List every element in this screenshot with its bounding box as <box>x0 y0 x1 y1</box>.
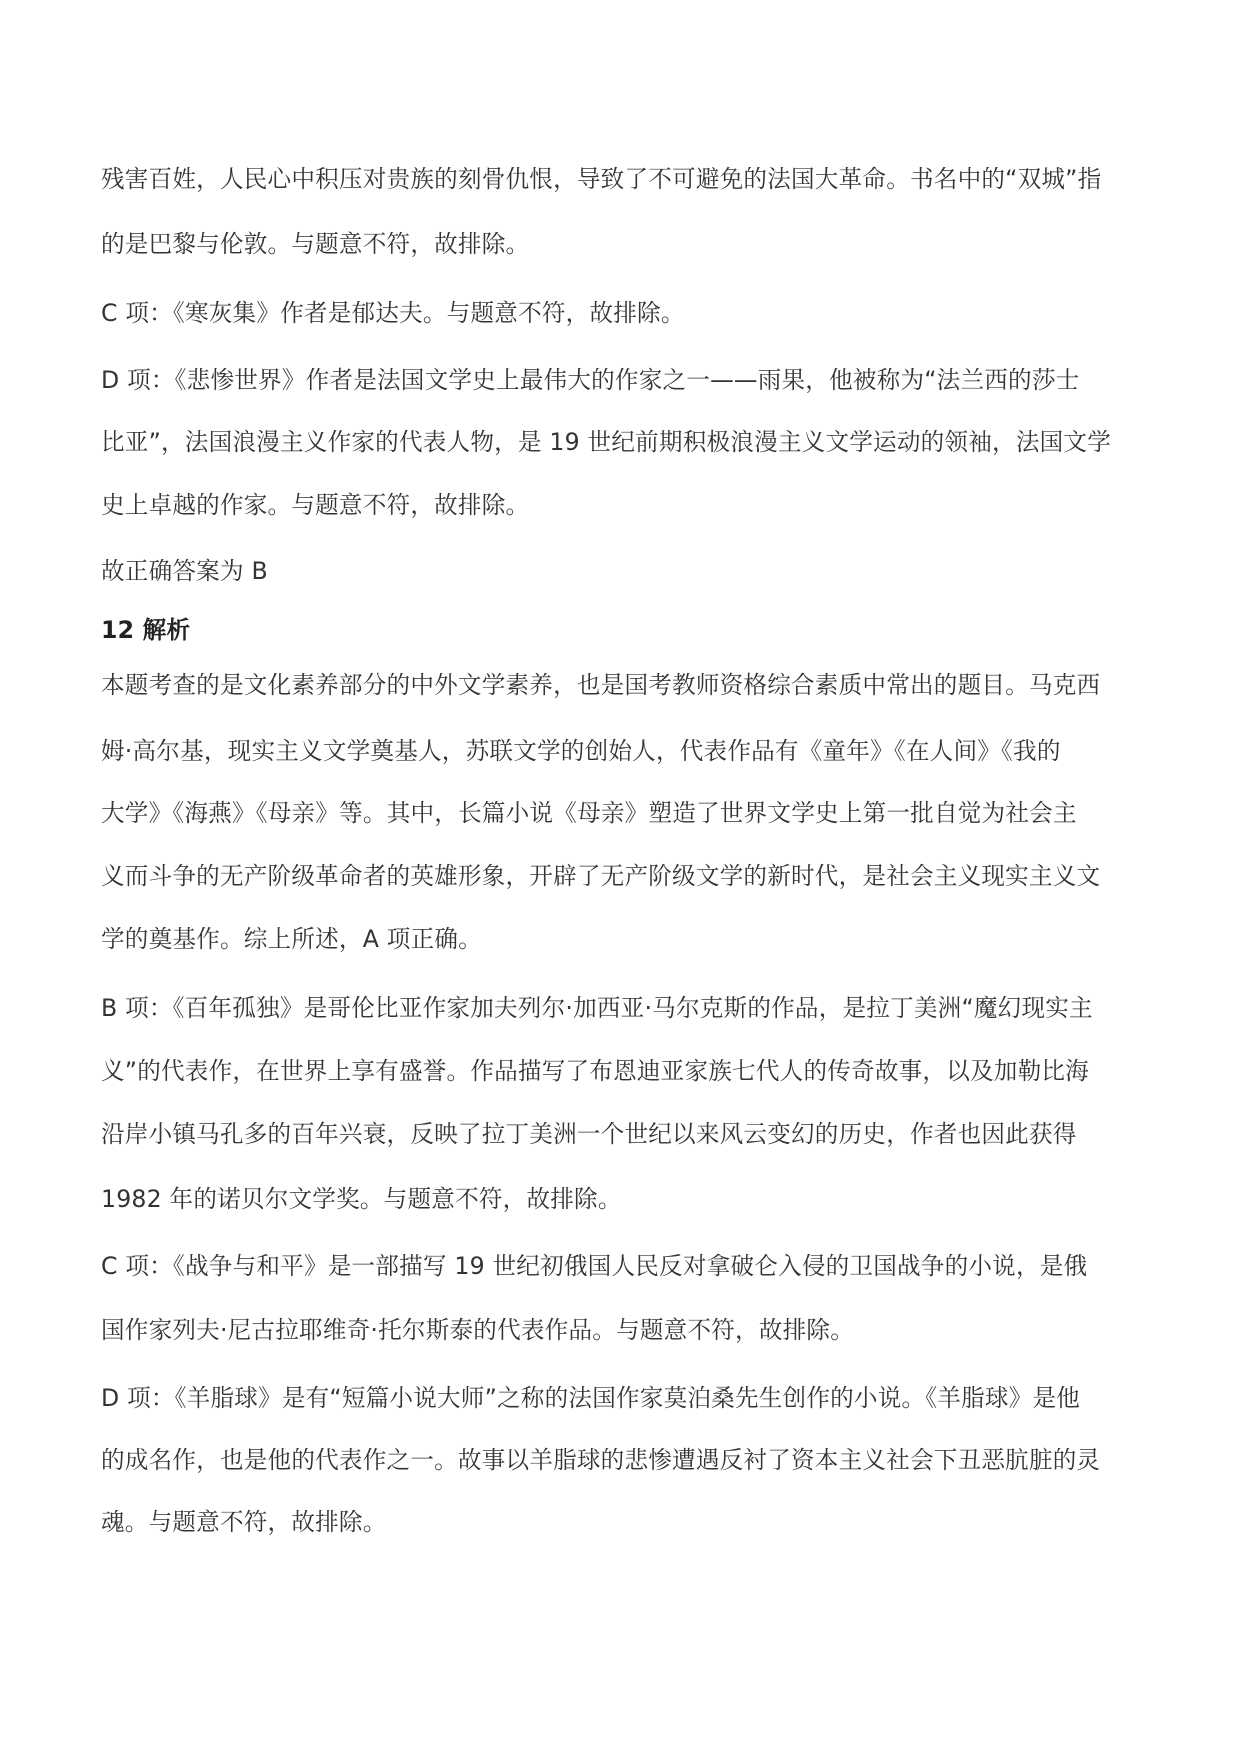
text-line: 的是巴黎与伦敦。与题意不符，故排除。 <box>101 230 530 258</box>
text-line: 国作家列夫·尼古拉耶维奇·托尔斯泰的代表作品。与题意不符，故排除。 <box>101 1316 855 1344</box>
text-line: 残害百姓，人民心中积压对贵族的刻骨仇恨，导致了不可避免的法国大革命。书名中的“双城”指 <box>101 165 1102 193</box>
text-line: 魂。与题意不符，故排除。 <box>101 1508 387 1536</box>
text-line: 义”的代表作，在世界上享有盛誉。作品描写了布恩迪亚家族七代人的传奇故事，以及加勒比海 <box>101 1057 1089 1085</box>
text-line: 比亚”，法国浪漫主义作家的代表人物，是 19 世纪前期积极浪漫主义文学运动的领袖，法国文学 <box>101 428 1111 456</box>
text-line: D 项：《悲惨世界》作者是法国文学史上最伟大的作家之一——雨果，他被称为“法兰西的莎士 <box>101 366 1080 394</box>
text-line: C 项：《战争与和平》是一部描写 19 世纪初俄国人民反对拿破仑入侵的卫国战争的小说，是俄 <box>101 1252 1088 1280</box>
text-line: 的成名作，也是他的代表作之一。故事以羊脂球的悲惨遭遇反衬了资本主义社会下丑恶肮脏的灵 <box>101 1446 1101 1474</box>
text-line: C 项：《寒灰集》作者是郁达夫。与题意不符，故排除。 <box>101 299 685 327</box>
text-line: 学的奠基作。综上所述，A 项正确。 <box>101 925 482 953</box>
text-line: 本题考查的是文化素养部分的中外文学素养，也是国考教师资格综合素质中常出的题目。马克西 <box>101 671 1101 699</box>
text-line: 1982 年的诺贝尔文学奖。与题意不符，故排除。 <box>101 1185 622 1213</box>
text-line: 故正确答案为 B <box>101 557 268 585</box>
text-line: 大学》《海燕》《母亲》等。其中，长篇小说《母亲》塑造了世界文学史上第一批自觉为社会主 <box>101 799 1077 827</box>
text-line: 沿岸小镇马孔多的百年兴衰，反映了拉丁美洲一个世纪以来风云变幻的历史，作者也因此获得 <box>101 1120 1077 1148</box>
text-line: B 项：《百年孤独》是哥伦比亚作家加夫列尔·加西亚·马尔克斯的作品，是拉丁美洲“魔幻现实主 <box>101 994 1093 1022</box>
text-line: 姆·高尔基，现实主义文学奠基人，苏联文学的创始人，代表作品有《童年》《在人间》《我的 <box>101 737 1061 765</box>
section-heading: 12 解析 <box>101 616 191 644</box>
text-line: D 项：《羊脂球》是有“短篇小说大师”之称的法国作家莫泊桑先生创作的小说。《羊脂球》是他 <box>101 1384 1081 1412</box>
text-line: 义而斗争的无产阶级革命者的英雄形象，开辟了无产阶级文学的新时代，是社会主义现实主义文 <box>101 862 1101 890</box>
text-line: 史上卓越的作家。与题意不符，故排除。 <box>101 491 530 519</box>
